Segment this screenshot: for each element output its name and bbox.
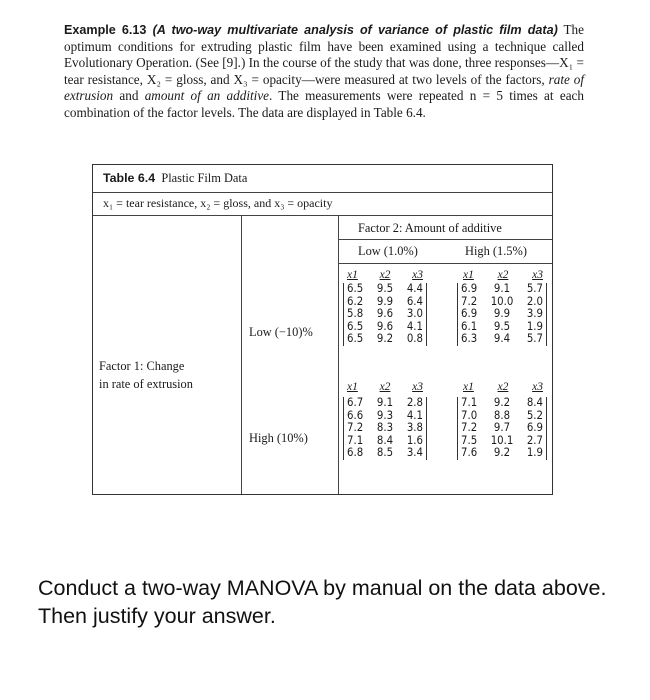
- table-cell: 3.8: [406, 421, 423, 435]
- table-cell: 7.1: [347, 433, 364, 447]
- table-cell: 6.2: [347, 294, 364, 308]
- table-cell: 9.5: [493, 319, 511, 333]
- table-cell: 0.8: [406, 332, 423, 346]
- variables-line: x₁ = tear resistance, x₂ = gloss, and x₃ = opacity: [103, 196, 333, 210]
- example-paragraph: Example 6.13 (A two-way multivariate analysis of variance of plastic film data) The optimum conditions for extruding plastic film have been examined using a technique called Evolutionary Operation. (See [9].) In the course of the study that was done, three responses—X₁ = tear resistance, X₂ = gloss, and X₃ = opacity—were measured at two levels of the factors, rate of extrusion and amount of an additive. The measurements were repeated n = 5 times at each combination of the factor levels. The data are displayed in Table 6.4.: [64, 22, 585, 120]
- response-1: X₁ = tear resistance,: [64, 55, 584, 87]
- table-row: [347, 397, 423, 410]
- factor-b-text: amount of an additive: [144, 88, 270, 104]
- table-cell: 5.7: [526, 282, 543, 295]
- factor1-low: Low (−10)%: [249, 325, 313, 339]
- table-cell: 6.5: [347, 282, 364, 295]
- response-2: X₂ = gloss, and: [146, 71, 234, 87]
- table-row: [347, 283, 423, 296]
- table-cell: 7.0: [461, 408, 478, 422]
- col-head-low-low: x1 x2 x3: [347, 269, 423, 281]
- table-cell: 7.1: [461, 396, 478, 409]
- table-cell: 9.9: [493, 307, 511, 321]
- table-row: [461, 447, 543, 460]
- table-cell: 9.6: [376, 307, 394, 321]
- col-divider-2: [338, 215, 339, 494]
- table-cell: 9.5: [376, 282, 394, 295]
- table-row: [347, 308, 423, 321]
- table-cell: 9.9: [376, 294, 394, 308]
- table-row: [461, 422, 543, 435]
- table-cell: 2.7: [526, 433, 543, 447]
- factor2-label: Factor 2: Amount of additive: [358, 221, 502, 235]
- table-cell: 1.9: [526, 319, 543, 333]
- table-cell: 3.4: [406, 446, 423, 460]
- table-cell: 7.2: [461, 421, 478, 435]
- matrix-low-high: [457, 283, 547, 346]
- table-cell: 5.2: [526, 408, 543, 422]
- table-cell: 10.0: [490, 294, 514, 308]
- table-row: [461, 397, 543, 410]
- table-cell: 6.4: [406, 294, 423, 308]
- factor2-divider: [338, 239, 552, 240]
- col-head-low-high: x1 x2 x3: [463, 269, 543, 281]
- plastic-film-table: [92, 164, 553, 495]
- table-cell: 5.8: [347, 307, 364, 321]
- matrix-low-low: [343, 283, 427, 346]
- table-cell: 9.4: [493, 332, 511, 346]
- col-head-high-low: x1 x2 x3: [347, 381, 423, 393]
- table-cell: 6.5: [347, 319, 364, 333]
- table-cell: 8.4: [376, 433, 394, 447]
- table-cell: 3.0: [406, 307, 423, 321]
- matrix-high-high: [457, 397, 547, 460]
- intro-text: The optimum conditions for extruding plastic film have been examined using a technique called Evolutionary Operation. (See [9].) In the course of the study that was done, three responses—: [64, 22, 585, 71]
- table-cell: 3.9: [526, 307, 543, 321]
- table-cell: 9.2: [493, 446, 511, 460]
- table-cell: 8.5: [376, 446, 394, 460]
- factor2-high: High (1.5%): [465, 244, 527, 258]
- factor1-high: High (10%): [249, 431, 308, 445]
- caption-divider: [93, 192, 552, 193]
- table-cell: 6.3: [461, 332, 478, 346]
- table-cell: 6.7: [347, 396, 364, 409]
- table-cell: 6.1: [461, 319, 478, 333]
- table-cell: 6.6: [347, 408, 364, 422]
- table-cell: 4.4: [406, 282, 423, 295]
- col-divider-1: [241, 215, 242, 494]
- factor1-label-1: Factor 1: Change: [99, 359, 185, 373]
- question-text: Conduct a two-way MANOVA by manual on the data above. Then justify your answer.: [38, 576, 607, 628]
- table-cell: 1.6: [406, 433, 423, 447]
- table-cell: 2.0: [526, 294, 543, 308]
- example-heading: Example 6.13 (A two-way multivariate analysis of variance of plastic film data): [64, 23, 558, 37]
- matrix-high-low: [343, 397, 427, 460]
- table-cell: 9.7: [493, 421, 511, 435]
- table-cell: 9.3: [376, 408, 394, 422]
- factor-a-text: rate of extrusion: [64, 71, 584, 104]
- table-cell: 8.4: [526, 396, 543, 409]
- table-row: [461, 333, 543, 346]
- table-row: [461, 308, 543, 321]
- table-row: [347, 333, 423, 346]
- table-cell: 6.8: [347, 446, 364, 460]
- table-cell: 9.2: [493, 396, 511, 409]
- table-cell: 1.9: [526, 446, 543, 460]
- table-cell: 9.2: [376, 332, 394, 346]
- table-cell: 9.1: [376, 396, 394, 409]
- table-cell: 6.9: [526, 421, 543, 435]
- table-cell: 6.9: [461, 307, 478, 321]
- table-row: [347, 422, 423, 435]
- vars-divider: [93, 215, 552, 216]
- factor1-label-2: in rate of extrusion: [99, 377, 193, 391]
- table-cell: 7.6: [461, 446, 478, 460]
- table-cell: 8.3: [376, 421, 394, 435]
- table-cell: 9.6: [376, 319, 394, 333]
- table-cell: 4.1: [406, 408, 423, 422]
- table-cell: 7.5: [461, 433, 478, 447]
- table-cell: 6.9: [461, 282, 478, 295]
- table-cell: 7.2: [461, 294, 478, 308]
- table-cell: 6.5: [347, 332, 364, 346]
- table-cell: 9.1: [493, 282, 511, 295]
- table-cell: 4.1: [406, 319, 423, 333]
- table-caption: Table 6.4 Plastic Film Data: [103, 171, 248, 185]
- response-3: X₃ = opacity: [233, 71, 302, 87]
- table-cell: 7.2: [347, 421, 364, 435]
- col-head-high-high: x1 x2 x3: [463, 381, 543, 393]
- table-cell: 2.8: [406, 396, 423, 409]
- table-row: [347, 447, 423, 460]
- header-divider: [338, 263, 552, 264]
- table-cell: 8.8: [493, 408, 511, 422]
- table-cell: 10.1: [490, 433, 514, 447]
- table-cell: 5.7: [526, 332, 543, 346]
- mid-text: —were measured at two levels of the factors,: [301, 71, 549, 87]
- factor2-low: Low (1.0%): [358, 244, 418, 258]
- tail-text: . The measurements were repeated n = 5 times at each combination of the factor levels. The data are displayed in Table 6.4.: [64, 88, 584, 120]
- table-row: [461, 283, 543, 296]
